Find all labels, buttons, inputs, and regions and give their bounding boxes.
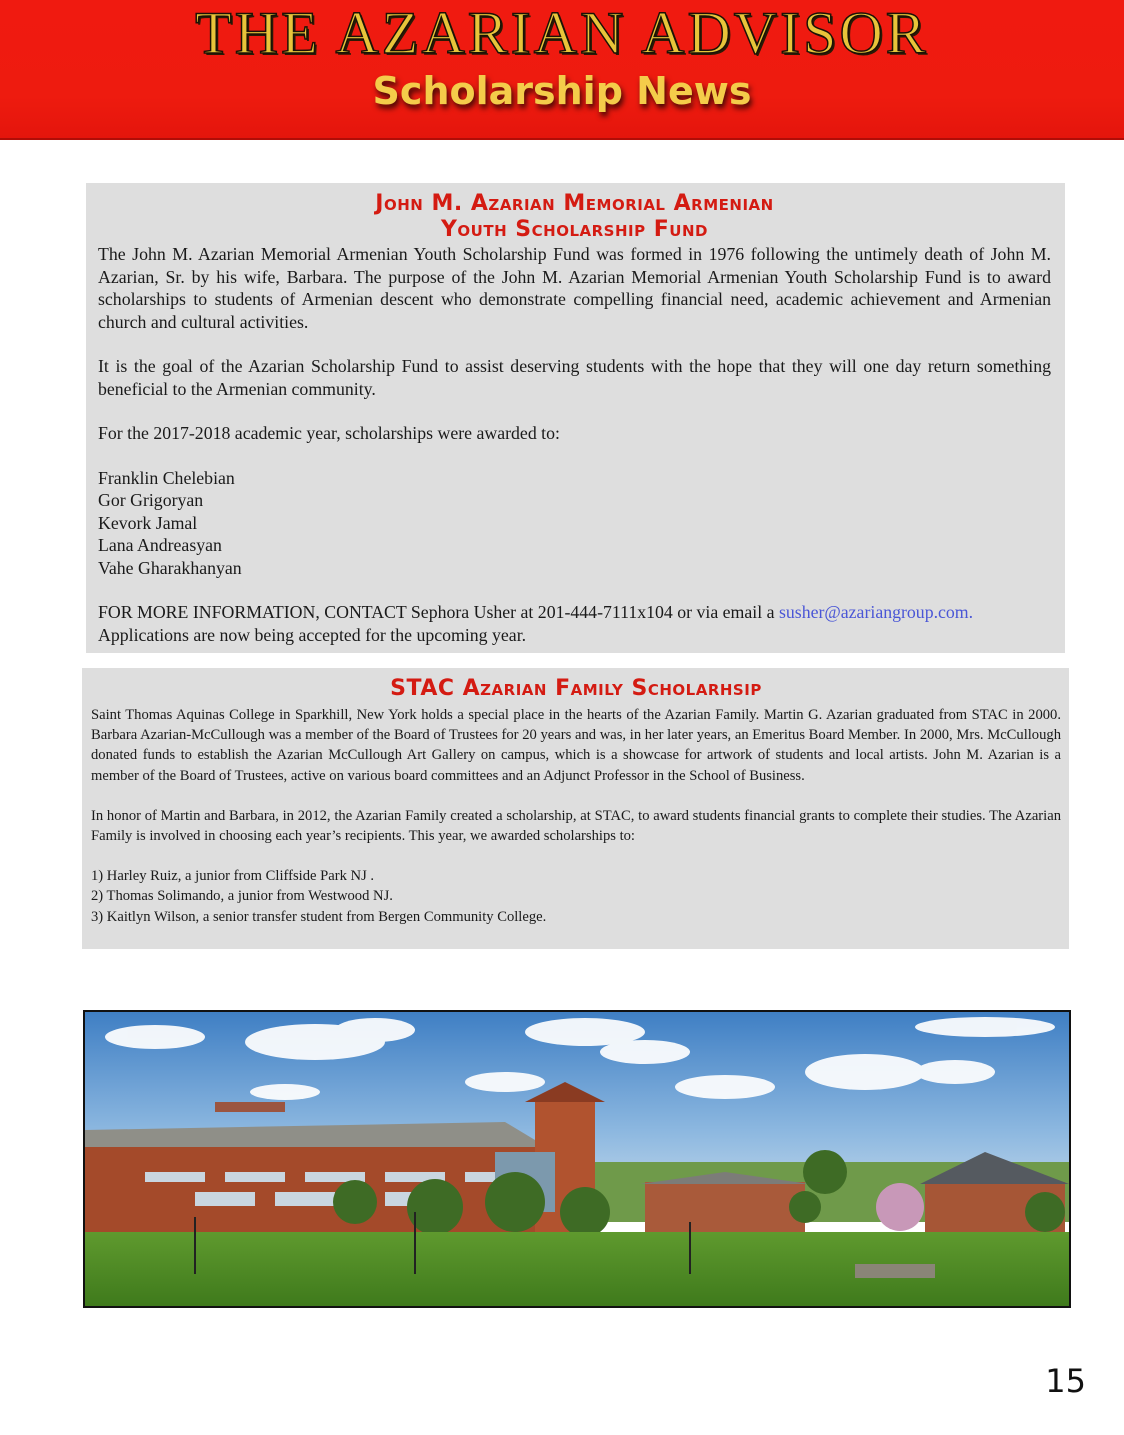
memorial-fund-heading (98, 191, 1051, 243)
memorial-fund-goal-paragraph: It is the goal of the Azarian Scholarship Fund to assist deserving students with the hope that they will one day return something beneficial to the Armenian community. (98, 356, 1051, 399)
memorial-fund-heading-line1: John M. Azarian Memorial Armenian (375, 191, 774, 216)
list-item: 3) Kaitlyn Wilson, a senior transfer student from Bergen Community College. (91, 908, 547, 925)
list-item: Gor Grigoryan (98, 490, 204, 510)
rooftop-unit (215, 1102, 285, 1112)
applications-note: Applications are now being accepted for the upcoming year. (98, 624, 527, 645)
stac-scholarship-heading: STAC Azarian Family Scholarhsip (390, 676, 762, 701)
campus-illustration (85, 1012, 1069, 1306)
memorial-fund-paragraph: The John M. Azarian Memorial Armenian Youth Scholarship Fund was formed in 1976 following the untimely death of John M. Azarian, Sr. by his wife, Barbara. The purpose of the John M. Azarian Memorial Armenian Youth Scholarship Fund is to award scholarships to students of Armenian descent who demonstrate compelling financial need, academic achievement and Armenian church and cultural activities. (98, 244, 1051, 332)
page-number: 15 (1045, 1362, 1086, 1400)
list-item: 2) Thomas Solimando, a junior from Westwood NJ. (91, 888, 393, 905)
sign-wall (855, 1264, 935, 1278)
memorial-fund-heading-line2: Youth Scholarship Fund (441, 217, 708, 242)
low-building (645, 1182, 805, 1232)
list-item: Vahe Gharakhanyan (98, 557, 242, 578)
list-item: Lana Andreasyan (98, 535, 222, 555)
stac-honor-paragraph: In honor of Martin and Barbara, in 2012, the Azarian Family created a scholarship, at STAC, to award students financial grants to complete their studies. The Azarian Family is involved in choosing each year’s recipients. This year, we awarded scholarships to: (91, 807, 1061, 845)
stac-scholarship-box (82, 668, 1069, 949)
memorial-recipient-list (98, 467, 1051, 580)
stac-paragraph: Saint Thomas Aquinas College in Sparkhill, New York holds a special place in the hearts of the Azarian Family. Martin G. Azarian graduated from STAC in 2000. Barbara Azarian-McCullough was a member of the Board of Trustees for 20 years and was, in her later years, an Emeritus Board Member. In 2000, Mrs. McCullough donated funds to establish the Azarian McCullough Art Gallery on campus, which is a showcase for artwork of students and local artists. John M. Azarian is a member of the Board of Trustees, active on various board committees and an Adjunct Professor in the School of Business. (91, 707, 1061, 784)
header-banner (0, 0, 1124, 140)
campus-photo (83, 1010, 1071, 1308)
list-item: Franklin Chelebian (98, 467, 235, 488)
list-item: Kevork Jamal (98, 512, 198, 533)
list-item: 1) Harley Ruiz, a junior from Cliffside Park NJ . (91, 868, 375, 885)
section-subtitle: Scholarship News (372, 69, 752, 113)
contact-text: FOR MORE INFORMATION, CONTACT Sephora Usher at 201-444-7111x104 or via email a (98, 602, 775, 622)
stac-recipient-list (91, 866, 1061, 927)
memorial-fund-box (86, 183, 1065, 653)
contact-paragraph (98, 601, 1051, 624)
contact-email-link[interactable]: susher@azariangroup.com. (778, 602, 974, 622)
newsletter-title: THE AZARIAN ADVISOR (195, 0, 929, 66)
memorial-fund-year-paragraph: For the 2017-2018 academic year, scholarships were awarded to: (98, 423, 560, 443)
blossom-tree (876, 1183, 924, 1231)
